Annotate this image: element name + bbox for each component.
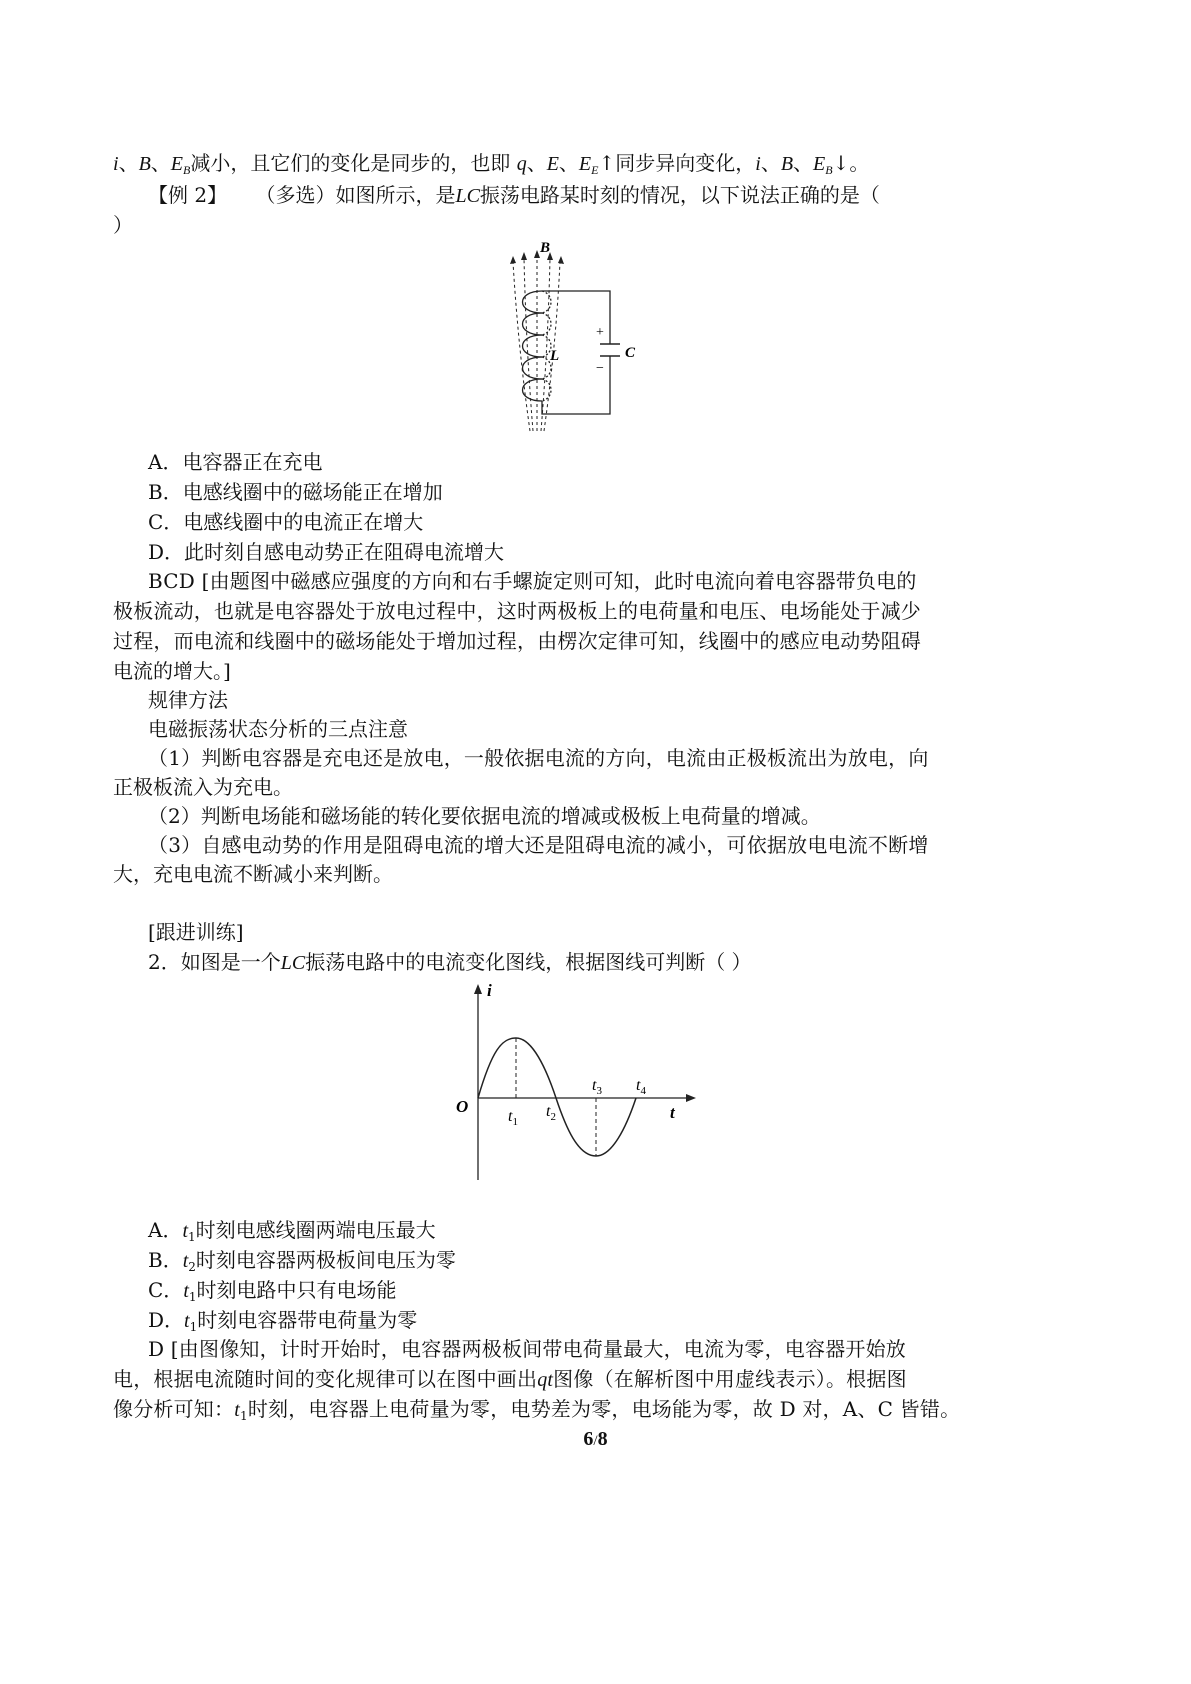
inductor-label: L xyxy=(550,348,560,364)
example-answer-line-3: 过程，而电流和线圈中的磁场能处于增加过程，由楞次定律可知，线圈中的感应电动势阻碍 xyxy=(113,629,921,653)
example-option-a: A．电容器正在充电 xyxy=(148,450,323,474)
example-option-d: D．此时刻自感电动势正在阻碍电流增大 xyxy=(148,540,505,564)
method-point-3-line-1: （3）自感电动势的作用是阻碍电流的增大还是阻碍电流的减小，可依据放电电流不断增 xyxy=(148,833,929,857)
training-answer-line-3: 像分析可知：$t_1$时刻，电容器上电荷量为零，电势差为零，电场能为零，故 D 对，A、C 皆错。 xyxy=(113,1397,961,1423)
method-point-1-line-2: 正极板流入为充电。 xyxy=(113,775,293,799)
method-point-3-line-2: 大，充电电流不断减小来判断。 xyxy=(113,862,393,886)
t3-label: $t_3$ xyxy=(592,1077,602,1097)
training-option-d: D．$t_1$时刻电容器带电荷量为零 xyxy=(148,1308,418,1334)
training-header: [跟进训练] xyxy=(148,920,244,944)
example-question-close: ） xyxy=(113,213,133,237)
t4-label: $t_4$ xyxy=(636,1077,646,1097)
example-option-c: C．电感线圈中的电流正在增大 xyxy=(148,510,424,534)
i-axis-label: i xyxy=(487,981,492,1000)
current-graph xyxy=(450,978,710,1188)
t-axis-label: t xyxy=(670,1103,675,1122)
current-curve xyxy=(478,1038,636,1156)
lc-circuit-figure xyxy=(500,236,660,436)
example-question: 【例 2】 （多选）如图所示，是LC振荡电路某时刻的情况，以下说法正确的是（ xyxy=(148,183,880,207)
method-title: 规律方法 xyxy=(148,688,228,712)
training-option-a: A．$t_1$时刻电感线圈两端电压最大 xyxy=(148,1218,436,1244)
training-answer-line-2: 电，根据电流随时间的变化规律可以在图中画出qt图像（在解析图中用虚线表示）。根据图 xyxy=(113,1367,907,1391)
example-answer-line-4: 电流的增大。] xyxy=(113,659,231,683)
training-option-b: B．$t_2$时刻电容器两极板间电压为零 xyxy=(148,1248,456,1274)
origin-label: O xyxy=(456,1097,469,1116)
page-number: 6/8 xyxy=(583,1428,608,1450)
method-subtitle: 电磁振荡状态分析的三点注意 xyxy=(148,717,408,741)
training-answer-line-1: D [由图像知，计时开始时，电容器两极板间带电荷量最大，电流为零，电容器开始放 xyxy=(148,1337,906,1361)
t1-label: $t_1$ xyxy=(508,1108,518,1128)
training-question: 2．如图是一个LC振荡电路中的电流变化图线，根据图线可判断（ ） xyxy=(148,950,752,974)
minus-sign: − xyxy=(596,361,604,376)
field-line-left-inner xyxy=(524,258,533,431)
x-axis-arrow xyxy=(686,1094,696,1102)
example-answer-line-1: BCD [由题图中磁感应强度的方向和右手螺旋定则可知，此时电流向着电容器带负电的 xyxy=(148,569,917,593)
t2-label: $t_2$ xyxy=(546,1103,556,1123)
example-label: 【例 2】 xyxy=(148,183,228,207)
plus-sign: + xyxy=(596,325,604,340)
training-option-c: C．$t_1$时刻电路中只有电场能 xyxy=(148,1278,397,1304)
y-axis-arrow xyxy=(474,984,482,994)
example-option-b: B．电感线圈中的磁场能正在增加 xyxy=(148,480,443,504)
method-point-2: （2）判断电场能和磁场能的转化要依据电流的增减或极板上电荷量的增减。 xyxy=(148,804,821,828)
b-field-label: B xyxy=(540,240,551,256)
capacitor-label: C xyxy=(625,345,636,361)
example-answer-line-2: 极板流动，也就是电容器处于放电过程中，这时两极板上的电荷量和电压、电场能处于减少 xyxy=(113,599,921,623)
method-point-1-line-1: （1）判断电容器是充电还是放电，一般依据电流的方向，电流由正极板流出为放电，向 xyxy=(148,746,929,770)
intro-line: i、B、$E_B$减小，且它们的变化是同步的，也即 q、E、$E_E↑$同步异向变化，i、B、$E_B↓$。 xyxy=(113,151,870,177)
